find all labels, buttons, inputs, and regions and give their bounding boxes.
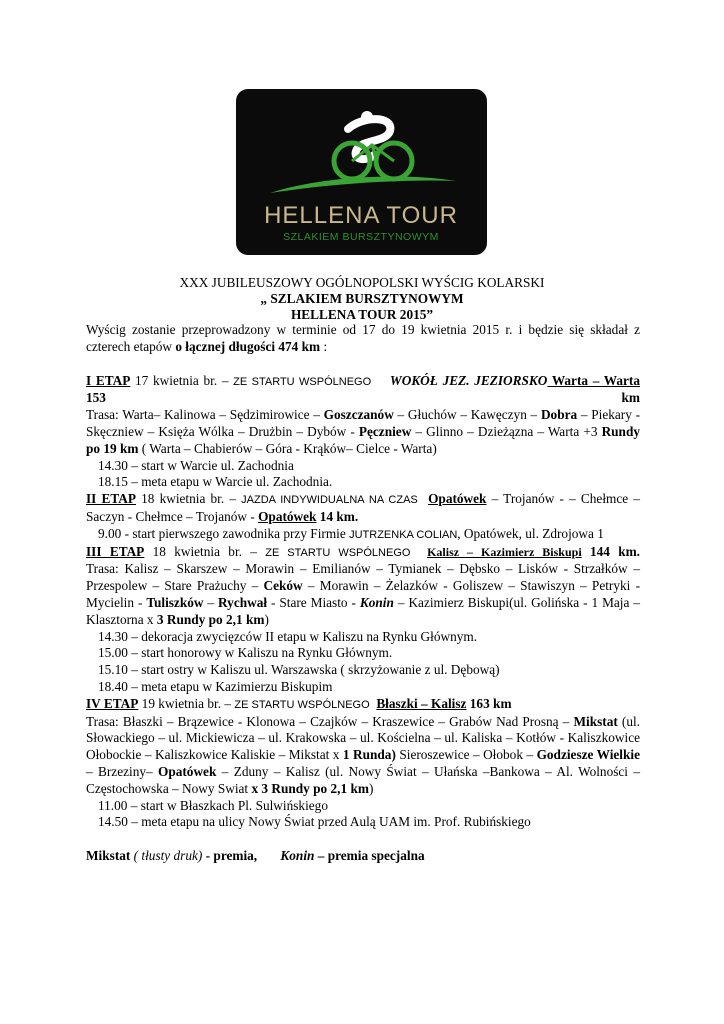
stage1-finish-time: 18.15 – meta etapu w Warcie ul. Zachodnia. bbox=[98, 474, 333, 490]
logo-title: HELLENA TOUR bbox=[264, 202, 458, 229]
stage4-start-time: 11.00 – start w Błaszkach Pl. Sulwińskiego bbox=[98, 797, 328, 813]
stage3-heading: III ETAP 18 kwietnia br. – ZE STARTU WSPÓLNEGO Kalisz – Kazimierz Biskupi 144 km. bbox=[86, 543, 640, 559]
stage2-start-time: 9.00 - start pierwszego zawodnika przy Firmie JUTRZENKA COLIAN, Opatówek, ul. Zdrojowa 1 bbox=[98, 525, 604, 541]
stage1-heading: I ETAP 17 kwietnia br. – ZE STARTU WSPÓLNEGO WOKÓŁ JEZ. JEZIORSKO Warta – Warta 153 km bbox=[86, 372, 640, 406]
stage3-route: Trasa: Kalisz – Skarszew – Morawin – Emilianów – Tymianek – Dębsko – Lisków - Strzałków – Przespolew – Stare Prażuchy – Ceków – Morawin – Żelazków - Goliszew – Stawiszyn – Petryki - Mycielin - Tuliszków – Rychwał - Stare Miasto - Konin – Kazimierz Biskupi(ul. Golińska - 1 Maja – Klasztorna x 3 Rundy po 2,1 km) bbox=[86, 561, 640, 627]
document-body bbox=[86, 322, 640, 865]
stage3-finish-time: 18.40 – meta etapu w Kazimierzu Biskupim bbox=[98, 678, 333, 694]
intro-paragraph: Wyścig zostanie przeprowadzony w terminie od 17 do 19 kwietnia 2015 r. i będzie się składał z czterech etapów o łącznej długości 474 km : bbox=[86, 322, 640, 354]
stage3-start-time: 15.10 – start ostry w Kaliszu ul. Warszawska ( skrzyżowanie z ul. Dębową) bbox=[98, 662, 500, 678]
stage2-heading: II ETAP 18 kwietnia br. – JAZDA INDYWIDUALNA NA CZAS Opatówek – Trojanów - – Chełmce – Saczyn - Chełmce – Trojanów - Opatówek 14 km. bbox=[86, 491, 640, 524]
stage4-finish-time: 14.50 – meta etapu na ulicy Nowy Świat przed Aulą UAM im. Prof. Rubińskiego bbox=[98, 814, 531, 830]
stage1-route: Trasa: Warta– Kalinowa – Sędzimirowice – Goszczanów – Głuchów – Kawęczyn – Dobra – Piekary - Skęczniew – Księża Wólka – Drużbin – Dybów - Pęczniew – Glinno – Dzieżązna – Warta +3 Rundy po 19 km ( Warta – Chabierów – Góra - Krąków– Cielce - Warta) bbox=[86, 407, 640, 456]
stage1-start-time: 14.30 – start w Warcie ul. Zachodnia bbox=[98, 457, 294, 473]
title-line-1: XXX JUBILEUSZOWY OGÓLNOPOLSKI WYŚCIG KOLARSKI bbox=[179, 275, 545, 290]
title-line-2: „ SZLAKIEM BURSZTYNOWYM bbox=[260, 291, 464, 306]
title-line-3: HELLENA TOUR 2015” bbox=[290, 307, 434, 322]
premium-note: Mikstat ( tłusty druk) - premia, Konin – premia specjalna bbox=[86, 848, 425, 864]
logo-subtitle: SZLAKIEM BURSZTYNOWYM bbox=[283, 231, 439, 243]
stage3-honorary-start: 15.00 – start honorowy w Kaliszu na Rynku Głównym. bbox=[98, 645, 393, 661]
race-title bbox=[0, 275, 724, 323]
stage4-heading: IV ETAP 19 kwietnia br. – ZE STARTU WSPÓLNEGO Błaszki – Kalisz 163 km bbox=[86, 695, 512, 711]
hellena-tour-logo bbox=[236, 89, 487, 255]
stage3-ceremony-time: 14.30 – dekoracja zwycięzców II etapu w Kaliszu na Rynku Głównym. bbox=[98, 628, 478, 644]
swoosh-icon bbox=[270, 177, 456, 193]
stage4-route: Trasa: Błaszki – Brązewice - Klonowa – Czajków – Kraszewice – Grabów Nad Prosną – Mikstat (ul. Słowackiego – ul. Mickiewicza – ul. Krakowska – ul. Kościelna – ul. Kaliska – Kotłów - Kaliszkowice Ołobockie – Kaliszkowice Kaliskie – Mikstat x 1 Runda) Sieroszewice – Ołobok – Godziesze Wielkie – Brzeziny– Opatówek – Zduny – Kalisz (ul. Nowy Świat – Ułańska –Bankowa – Al. Wolności – Częstochowska – Nowy Swiat x 3 Rundy po 2,1 km) bbox=[86, 713, 640, 796]
